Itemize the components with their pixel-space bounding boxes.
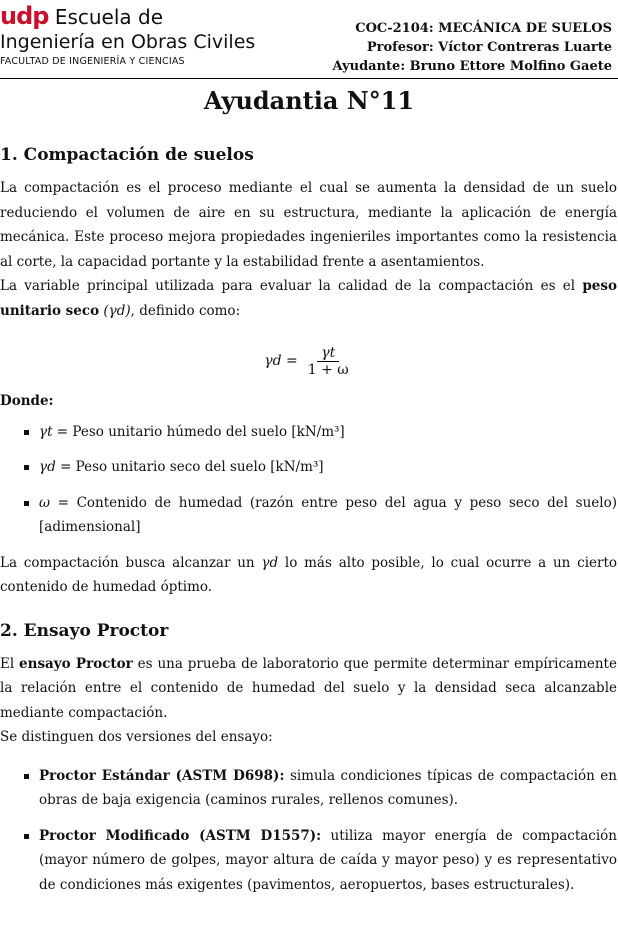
document-body (0, 138, 617, 908)
assistant-name: Ayudante: Bruno Ettore Molfino Gaete (332, 59, 612, 74)
list-item: ω = Contenido de humedad (razón entre peso del agua y peso seco del suelo) [adimensional] (0, 491, 617, 540)
page-title: Ayudantia N°11 (203, 86, 415, 115)
logo-program: Ingeniería en Obras Civiles (0, 31, 256, 53)
course-name: COC-2104: MECÁNICA DE SUELOS (355, 21, 612, 36)
section-1-paragraph-2: La variable principal utilizada para evaluar la calidad de la compactación es el peso unitario seco (γd), definido como: (0, 278, 617, 319)
proctor-list (0, 764, 617, 898)
logo-brand: udp (0, 2, 49, 30)
gamma-d-symbol: (γd) (103, 302, 131, 319)
formula-numerator: γt (317, 345, 339, 362)
dry-unit-weight-formula (0, 345, 617, 379)
section-1-paragraph-1: La compactación es el proceso mediante el cual se aumenta la densidad de un suelo reduciendo el volumen de aire en su estructura, mediante la aplicación de energía mecánica. Este proceso mejora propiedades ingenieriles importantes como la resistencia al corte, la capacidad portante y la estabilidad frente a asentamientos. (0, 180, 617, 270)
header-divider (0, 78, 618, 79)
donde-label: Donde: (0, 393, 54, 409)
section-2-paragraph-1: El ensayo Proctor es una prueba de laboratorio que permite determinar empíricamente la relación entre el contenido de humedad del suelo y la densidad seca alcanzable mediante compactación. (0, 655, 617, 721)
section-2-paragraph-2: Se distinguen dos versiones del ensayo: (0, 729, 273, 745)
formula-fraction (304, 345, 353, 378)
university-logo (0, 4, 255, 69)
formula-denominator: 1 + ω (307, 362, 349, 378)
list-item: γt = Peso unitario húmedo del suelo [kN/m³] (0, 420, 617, 445)
section-2-heading: 2. Ensayo Proctor (0, 620, 169, 641)
list-item: Proctor Estándar (ASTM D698): simula condiciones típicas de compactación en obras de baja exigencia (caminos rurales, rellenos comunes). (0, 764, 617, 813)
logo-school: Escuela de (54, 5, 164, 29)
variable-list (0, 420, 617, 540)
section-1-heading: 1. Compactación de suelos (0, 145, 254, 165)
formula-lhs: γd = (264, 353, 298, 370)
professor-name: Profesor: Víctor Contreras Luarte (366, 40, 612, 55)
section-1-paragraph-3: La compactación busca alcanzar un γd lo más alto posible, lo cual ocurre a un cierto contenido de humedad óptimo. (0, 554, 618, 595)
bold-term: peso unitario seco (0, 278, 617, 319)
list-item: Proctor Modificado (ASTM D1557): utiliza mayor energía de compactación (mayor número de golpes, mayor altura de caída y mayor peso) y es representativo de condiciones más exigentes (pavimentos, aeropuertos, bases estructurales). (0, 824, 617, 898)
course-info (333, 19, 612, 76)
list-item: γd = Peso unitario seco del suelo [kN/m³] (0, 455, 617, 480)
logo-faculty: FACULTAD DE INGENIERÍA Y CIENCIAS (0, 56, 185, 67)
